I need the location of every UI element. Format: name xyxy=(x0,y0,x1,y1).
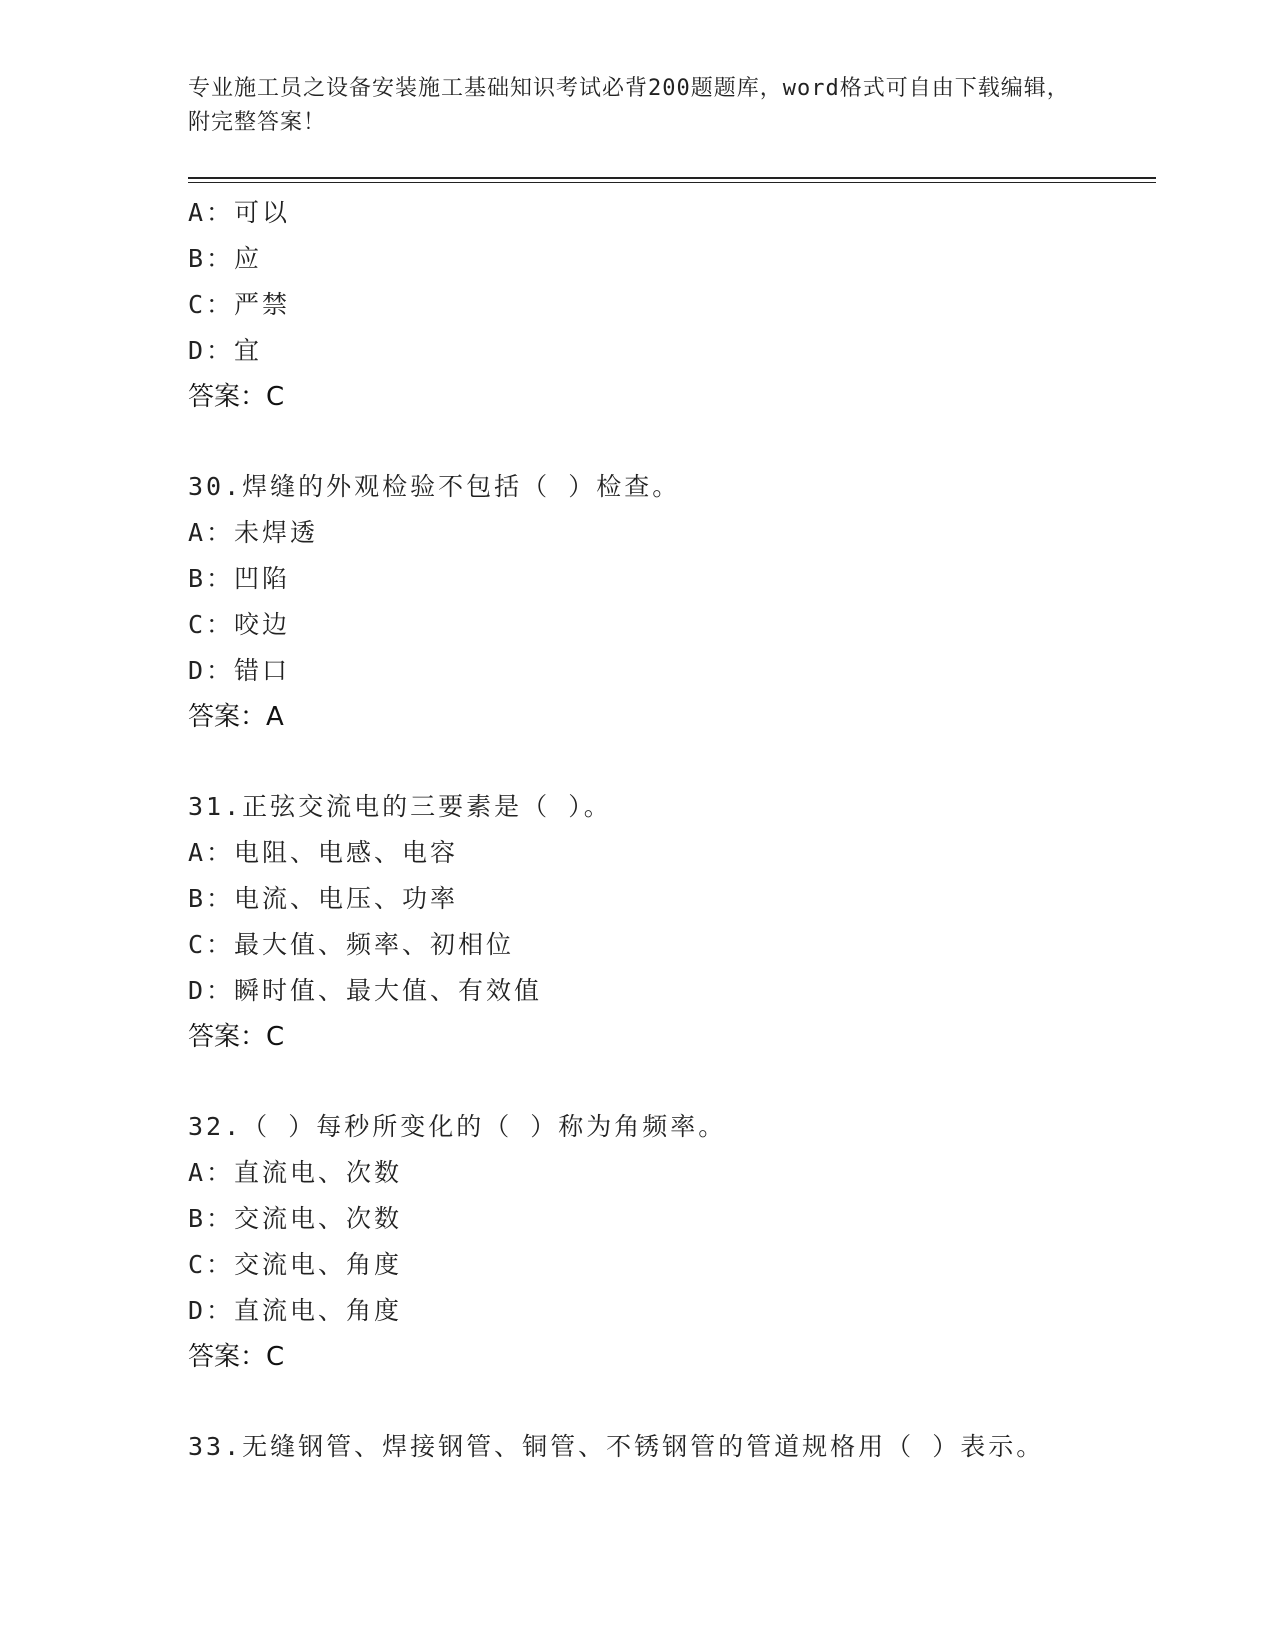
option-c: C：交流电、角度 xyxy=(188,1250,403,1279)
question-text: 32.（ ）每秒所变化的（ ）称为角频率。 xyxy=(188,1112,727,1141)
option-a: A：直流电、次数 xyxy=(188,1158,403,1187)
option-d: D：直流电、角度 xyxy=(188,1296,403,1325)
option-a: A：可以 xyxy=(188,198,291,227)
document-header: 专业施工员之设备安装施工基础知识考试必背200题题库，word格式可自由下载编辑，附完整答案！ xyxy=(188,76,1070,135)
option-b: B：电流、电压、功率 xyxy=(188,884,459,913)
question-block-29 xyxy=(188,190,1148,420)
option-c: C：最大值、频率、初相位 xyxy=(188,930,515,959)
option-b: B：应 xyxy=(188,244,263,273)
question-text: 31.正弦交流电的三要素是（ ）。 xyxy=(188,792,612,821)
answer-line: 答案：C xyxy=(188,1342,285,1372)
option-b: B：交流电、次数 xyxy=(188,1204,403,1233)
question-block-31 xyxy=(188,784,1148,1060)
question-text: 33.无缝钢管、焊接钢管、铜管、不锈钢管的管道规格用（ ）表示。 xyxy=(188,1432,1045,1461)
option-c: C：咬边 xyxy=(188,610,291,639)
question-text: 30.焊缝的外观检验不包括（ ）检查。 xyxy=(188,472,681,501)
option-a: A：电阻、电感、电容 xyxy=(188,838,459,867)
question-block-32 xyxy=(188,1104,1148,1380)
question-block-33 xyxy=(188,1424,1148,1470)
option-c: C：严禁 xyxy=(188,290,291,319)
answer-line: 答案：C xyxy=(188,1022,285,1052)
answer-line: 答案：C xyxy=(188,382,285,412)
option-b: B：凹陷 xyxy=(188,564,291,593)
question-block-30 xyxy=(188,464,1148,740)
option-d: D：宜 xyxy=(188,336,263,365)
option-d: D：错口 xyxy=(188,656,291,685)
option-a: A：未焊透 xyxy=(188,518,319,547)
header-rule-thick xyxy=(188,177,1156,179)
header-rule-thin xyxy=(188,182,1156,183)
option-d: D：瞬时值、最大值、有效值 xyxy=(188,976,543,1005)
question-list xyxy=(188,190,1148,1470)
answer-line: 答案：A xyxy=(188,702,284,732)
